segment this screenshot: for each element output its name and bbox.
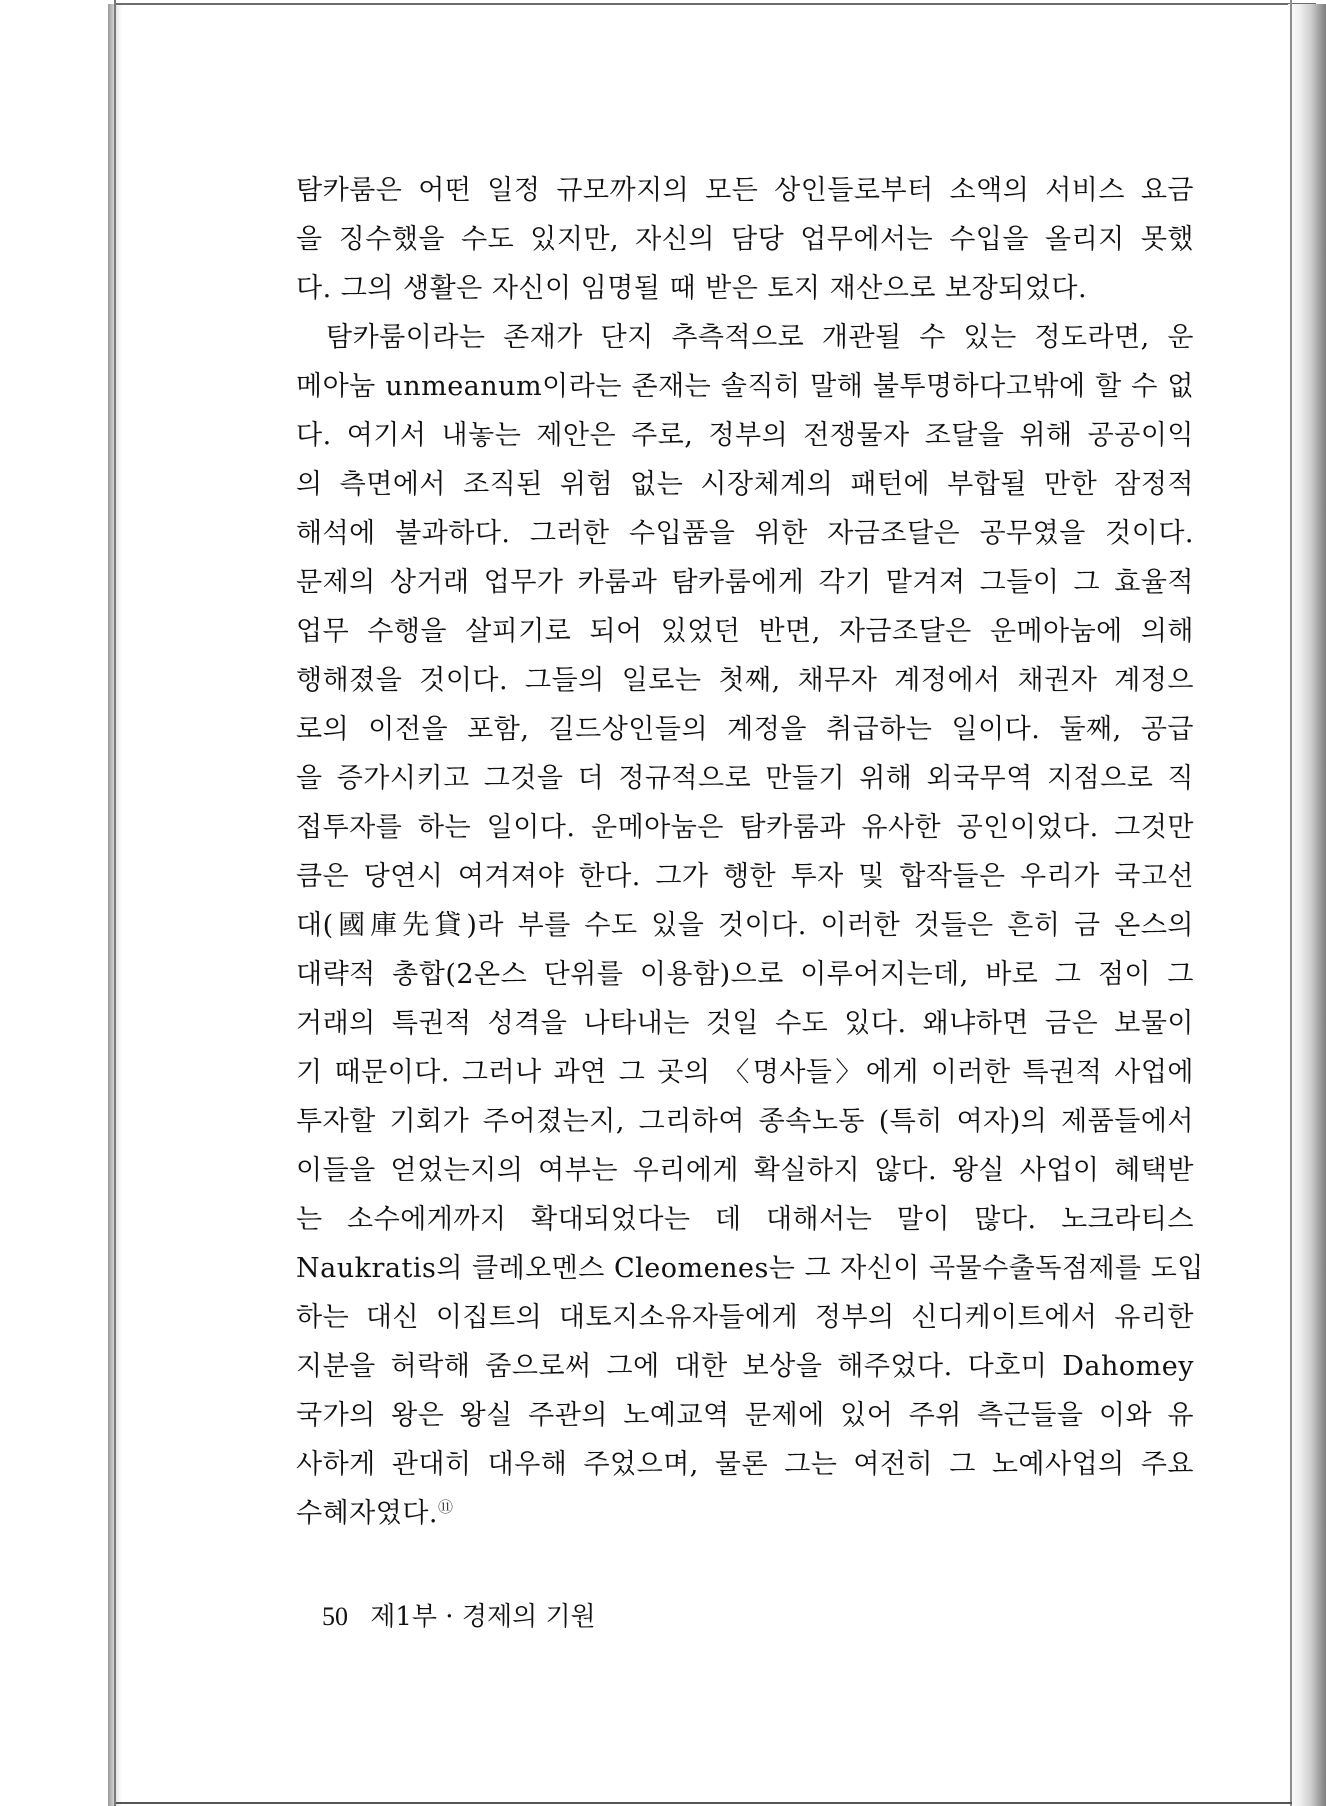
text-line: 국가의 왕은 왕실 주관의 노예교역 문제에 있어 주위 측근들을 이와 유 xyxy=(296,1400,1194,1431)
page-top-edge xyxy=(116,3,1316,5)
text-line: 사하게 관대히 대우해 주었으며, 물론 그는 여전히 그 노예사업의 주요 xyxy=(296,1449,1194,1480)
text-line: 메아눔 unmeanum이라는 존재는 솔직히 말해 불투명하다고밖에 할 수 없 xyxy=(296,371,1194,402)
text-line: 의 측면에서 조직된 위험 없는 시장체계의 패턴에 부합될 만한 잠정적 xyxy=(296,469,1194,500)
page-stack-right-edge xyxy=(1288,4,1326,1806)
text-line: 대략적 총합(2온스 단위를 이용함)으로 이루어지는데, 바로 그 점이 그 xyxy=(296,959,1194,990)
text-line: 접투자를 하는 일이다. 운메아눔은 탐카룸과 유사한 공인이었다. 그것만 xyxy=(296,812,1194,843)
text-line: 거래의 특권적 성격을 나타내는 것일 수도 있다. 왜냐하면 금은 보물이 xyxy=(296,1008,1194,1039)
page-number: 50 xyxy=(322,1602,348,1631)
text-line: 로의 이전을 포함, 길드상인들의 계정을 취급하는 일이다. 둘째, 공급 xyxy=(296,714,1194,745)
text-line: 큼은 당연시 여겨져야 한다. 그가 행한 투자 및 합작들은 우리가 국고선 xyxy=(296,861,1194,892)
text-line: 다. 여기서 내놓는 제안은 주로, 정부의 전쟁물자 조달을 위해 공공이익 xyxy=(296,420,1194,451)
text-line: 해석에 불과하다. 그러한 수입품을 위한 자금조달은 공무였을 것이다. xyxy=(296,518,1194,549)
text-line: 을 징수했을 수도 있지만, 자신의 담당 업무에서는 수입을 올리지 못했 xyxy=(296,224,1194,255)
footnote-marker[interactable]: ⑪ xyxy=(438,1498,454,1516)
page-right-edge-line xyxy=(1290,0,1292,1806)
text-line-final xyxy=(296,1489,1194,1538)
body-text xyxy=(296,166,1204,1538)
text-line: 지분을 허락해 줌으로써 그에 대한 보상을 해주었다. 다호미 Dahomey xyxy=(296,1351,1194,1382)
text-line: 이들을 얻었는지의 여부는 우리에게 확실하지 않다. 왕실 사업이 혜택받 xyxy=(296,1155,1194,1186)
running-title: 제1부 · 경제의 기원 xyxy=(370,1602,596,1632)
text-line-content: 수혜자였다. xyxy=(296,1498,438,1529)
text-line: 을 증가시키고 그것을 더 정규적으로 만들기 위해 외국무역 지점으로 직 xyxy=(296,763,1194,794)
text-line: 탐카룸이라는 존재가 단지 추측적으로 개관될 수 있는 정도라면, 운 xyxy=(326,322,1194,353)
text-line: 투자할 기회가 주어졌는지, 그리하여 종속노동 (특히 여자)의 제품들에서 xyxy=(296,1106,1194,1137)
text-line: 대(國庫先貸)라 부를 수도 있을 것이다. 이러한 것들은 흔히 금 온스의 xyxy=(296,910,1194,941)
text-line: 기 때문이다. 그러나 과연 그 곳의 〈명사들〉에게 이러한 특권적 사업에 xyxy=(296,1057,1194,1088)
text-line: Naukratis의 클레오멘스 Cleomenes는 그 자신이 곡물수출독점제를 도입 xyxy=(296,1253,1204,1284)
text-line: 문제의 상거래 업무가 카룸과 탐카룸에게 각기 맡겨져 그들이 그 효율적 xyxy=(296,567,1194,598)
binding-line xyxy=(114,0,116,1806)
page-footer xyxy=(322,1596,596,1633)
text-line: 하는 대신 이집트의 대토지소유자들에게 정부의 신디케이트에서 유리한 xyxy=(296,1302,1194,1333)
text-line: 다. 그의 생활은 자신이 임명될 때 받은 토지 재산으로 보장되었다. xyxy=(296,273,1088,304)
text-line: 업무 수행을 살피기로 되어 있었던 반면, 자금조달은 운메아눔에 의해 xyxy=(296,616,1194,647)
text-line: 는 소수에게까지 확대되었다는 데 대해서는 말이 많다. 노크라티스 xyxy=(296,1204,1194,1235)
page-bottom-edge xyxy=(116,1802,1292,1804)
text-line: 행해졌을 것이다. 그들의 일로는 첫째, 채무자 계정에서 채권자 계정으 xyxy=(296,665,1194,696)
text-line: 탐카룸은 어떤 일정 규모까지의 모든 상인들로부터 소액의 서비스 요금 xyxy=(296,175,1194,206)
